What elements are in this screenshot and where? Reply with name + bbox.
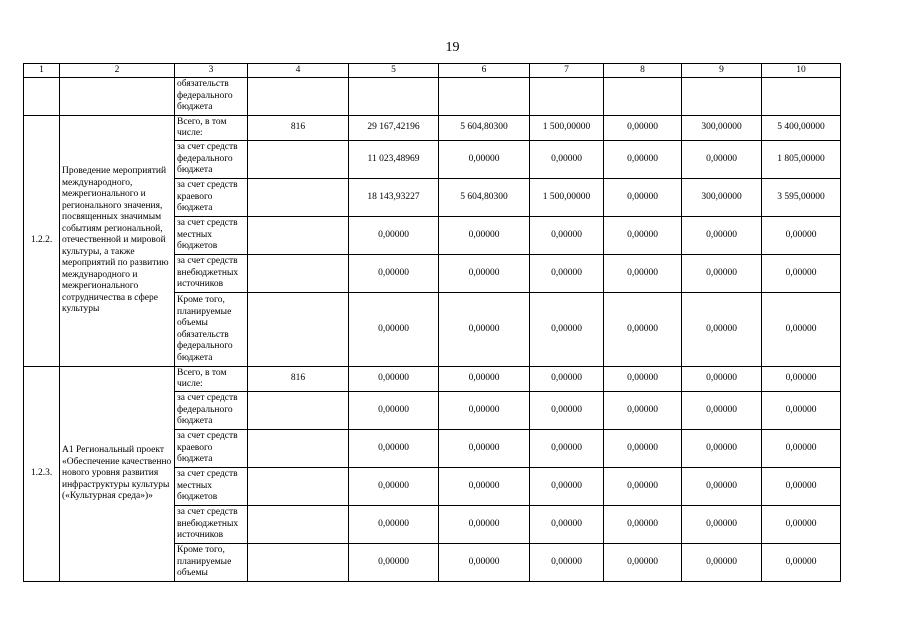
value-cell: 0,00000 [349,506,439,544]
value-cell: 0,00000 [762,468,841,506]
header-cell: 10 [762,64,841,78]
program-code-cell [248,141,349,179]
value-cell [762,78,841,116]
value-cell: 0,00000 [762,293,841,367]
value-cell: 300,00000 [682,179,762,217]
value-cell: 0,00000 [349,430,439,468]
value-cell: 0,00000 [439,392,530,430]
value-cell: 0,00000 [604,217,682,255]
value-cell: 300,00000 [682,116,762,141]
value-cell: 0,00000 [604,141,682,179]
value-cell: 0,00000 [530,544,604,582]
value-cell: 0,00000 [349,293,439,367]
budget-table [23,63,841,582]
value-cell: 0,00000 [349,217,439,255]
value-cell: 0,00000 [604,392,682,430]
header-cell: 2 [60,64,175,78]
value-cell: 18 143,93227 [349,179,439,217]
value-cell: 0,00000 [682,430,762,468]
continuation-row [24,78,841,116]
program-code-cell [248,179,349,217]
value-cell: 0,00000 [762,217,841,255]
value-cell: 0,00000 [762,367,841,392]
value-cell: 5 604,80300 [439,179,530,217]
item-description: Проведение мероприятий международного, межрегионального и регионального значения, посвященных значимым событиям региональной, отечественной и мировой культуры, а также мероприятий по развитию международного и межрегионального сотрудничества в сфере культуры [60,116,175,367]
source-cell: за счет средств местных бюджетов [175,468,248,506]
program-code-cell [248,544,349,582]
code-cell [24,78,60,116]
value-cell: 0,00000 [604,367,682,392]
header-cell: 9 [682,64,762,78]
value-cell: 0,00000 [762,430,841,468]
page-number: 19 [445,40,460,55]
value-cell: 0,00000 [349,468,439,506]
value-cell: 11 023,48969 [349,141,439,179]
value-cell: 0,00000 [439,430,530,468]
source-cell: Кроме того, планируемые объемы обязательств федерального бюджета [175,293,248,367]
value-cell: 0,00000 [762,255,841,293]
source-cell: за счет средств местных бюджетов [175,217,248,255]
value-cell: 1 805,00000 [762,141,841,179]
value-cell: 0,00000 [604,544,682,582]
value-cell: 0,00000 [349,255,439,293]
value-cell: 0,00000 [762,544,841,582]
value-cell: 0,00000 [439,468,530,506]
value-cell: 0,00000 [439,255,530,293]
value-cell: 0,00000 [530,392,604,430]
program-code-cell: 816 [248,367,349,392]
header-cell: 6 [439,64,530,78]
description-cell [60,78,175,116]
source-cell: Всего, в том числе: [175,116,248,141]
value-cell: 0,00000 [682,217,762,255]
value-cell: 0,00000 [530,367,604,392]
value-cell: 0,00000 [530,430,604,468]
program-code-cell [248,78,349,116]
value-cell: 0,00000 [682,141,762,179]
source-cell: за счет средств краевого бюджета [175,179,248,217]
value-cell: 0,00000 [682,367,762,392]
value-cell [349,78,439,116]
value-cell: 5 400,00000 [762,116,841,141]
header-cell: 7 [530,64,604,78]
value-cell: 0,00000 [682,392,762,430]
value-cell: 0,00000 [439,293,530,367]
source-cell: Кроме того, планируемые объемы [175,544,248,582]
program-code-cell: 816 [248,116,349,141]
value-cell: 0,00000 [762,392,841,430]
value-cell: 0,00000 [439,217,530,255]
value-cell: 0,00000 [439,544,530,582]
program-code-cell [248,430,349,468]
header-cell: 8 [604,64,682,78]
header-cell: 3 [175,64,248,78]
program-code-cell [248,468,349,506]
header-cell: 1 [24,64,60,78]
value-cell: 1 500,00000 [530,179,604,217]
value-cell: 3 595,00000 [762,179,841,217]
value-cell: 0,00000 [604,255,682,293]
value-cell: 5 604,80300 [439,116,530,141]
table-row [24,116,841,141]
value-cell: 0,00000 [439,367,530,392]
value-cell: 0,00000 [682,544,762,582]
value-cell: 0,00000 [604,116,682,141]
value-cell: 0,00000 [530,255,604,293]
source-cell: обязательств федерального бюджета [175,78,248,116]
value-cell: 0,00000 [604,179,682,217]
value-cell: 0,00000 [762,506,841,544]
value-cell: 0,00000 [349,367,439,392]
value-cell: 0,00000 [349,544,439,582]
program-code-cell [248,506,349,544]
value-cell: 0,00000 [604,506,682,544]
value-cell: 0,00000 [530,293,604,367]
value-cell: 0,00000 [682,468,762,506]
value-cell: 0,00000 [530,468,604,506]
value-cell: 0,00000 [530,506,604,544]
value-cell: 0,00000 [530,217,604,255]
value-cell [604,78,682,116]
value-cell: 0,00000 [439,506,530,544]
value-cell: 0,00000 [682,506,762,544]
table-header-row [24,64,841,78]
value-cell [530,78,604,116]
value-cell: 0,00000 [682,255,762,293]
program-code-cell [248,392,349,430]
source-cell: за счет средств краевого бюджета [175,430,248,468]
source-cell: за счет средств внебюджетных источников [175,255,248,293]
value-cell: 0,00000 [604,468,682,506]
value-cell: 0,00000 [682,293,762,367]
value-cell: 1 500,00000 [530,116,604,141]
value-cell [439,78,530,116]
item-code: 1.2.3. [24,367,60,582]
table-row [24,367,841,392]
header-cell: 4 [248,64,349,78]
item-code: 1.2.2. [24,116,60,367]
program-code-cell [248,255,349,293]
source-cell: за счет средств внебюджетных источников [175,506,248,544]
value-cell: 0,00000 [530,141,604,179]
value-cell: 29 167,42196 [349,116,439,141]
item-description: А1 Региональный проект «Обеспечение качественно нового уровня развития инфраструктуры культуры («Культурная среда»)» [60,367,175,582]
header-cell: 5 [349,64,439,78]
source-cell: Всего, в том числе: [175,367,248,392]
value-cell: 0,00000 [604,430,682,468]
program-code-cell [248,217,349,255]
value-cell: 0,00000 [439,141,530,179]
value-cell: 0,00000 [604,293,682,367]
value-cell [682,78,762,116]
program-code-cell [248,293,349,367]
value-cell: 0,00000 [349,392,439,430]
source-cell: за счет средств федерального бюджета [175,141,248,179]
source-cell: за счет средств федерального бюджета [175,392,248,430]
